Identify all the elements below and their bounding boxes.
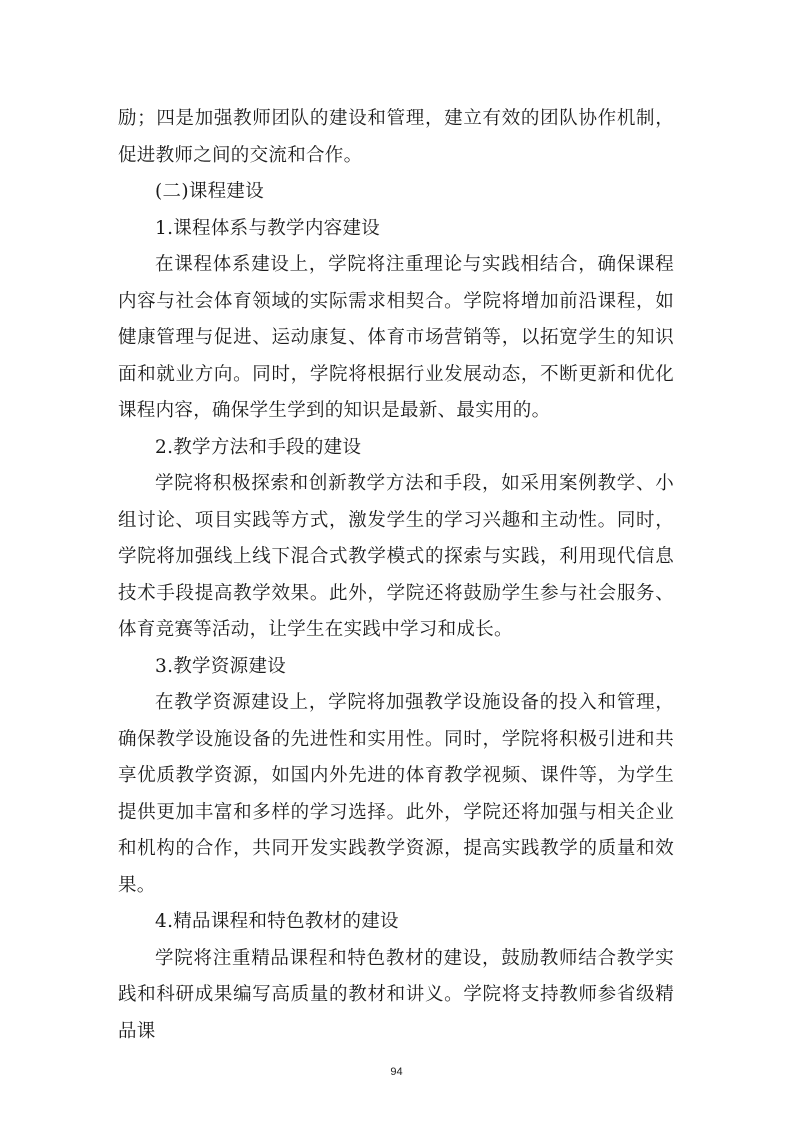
subheading-teaching-methods: 2.教学方法和手段的建设 xyxy=(155,436,362,458)
subheading-curriculum-system: 1.课程体系与教学内容建设 xyxy=(155,217,381,239)
page-number: 94 xyxy=(390,1066,403,1078)
subheading-quality-courses: 4.精品课程和特色教材的建设 xyxy=(155,911,399,932)
paragraph-quality-courses: 学院将注重精品课程和特色教材的建设，鼓励教师结合教学实践和科研成果编写高质量的教材和讲义。学院将支持教师参省级精品课 xyxy=(118,947,674,1042)
paragraph-teaching-resources: 在教学资源建设上，学院将加强教学设施设备的投入和管理，确保教学设施设备的先进性和实用性。同时，学院将积极引进和共享优质教学资源，如国内外先进的体育教学视频、课件等，为学生提供更加丰富和多样的学习选择。此外，学院还将加强与相关企业和机构的合作，共同开发实践教学资源，提高实践教学的质量和效果。 xyxy=(118,692,674,896)
paragraph-teaching-methods: 学院将积极探索和创新教学方法和手段，如采用案例教学、小组讨论、项目实践等方式，激发学生的学习兴趣和主动性。同时，学院将加强线上线下混合式教学模式的探索与实践，利用现代信息技术手段提高教学效果。此外，学院还将鼓励学生参与社会服务、体育竞赛等活动，让学生在实践中学习和成长。 xyxy=(118,473,674,640)
subheading-teaching-resources: 3.教学资源建设 xyxy=(155,655,287,677)
section-heading-course-construction: (二)课程建设 xyxy=(155,181,265,202)
paragraph-curriculum-system: 在课程体系建设上，学院将注重理论与实践相结合，确保课程内容与社会体育领域的实际需求相契合。学院将增加前沿课程，如健康管理与促进、运动康复、体育市场营销等，以拓宽学生的知识面和就业方向。同时，学院将根据行业发展动态，不断更新和优化课程内容，确保学生学到的知识是最新、最实用的。 xyxy=(118,254,674,421)
document-body xyxy=(118,101,674,1050)
paragraph-continued: 励；四是加强教师团队的建设和管理，建立有效的团队协作机制，促进教师之间的交流和合作。 xyxy=(118,108,674,166)
